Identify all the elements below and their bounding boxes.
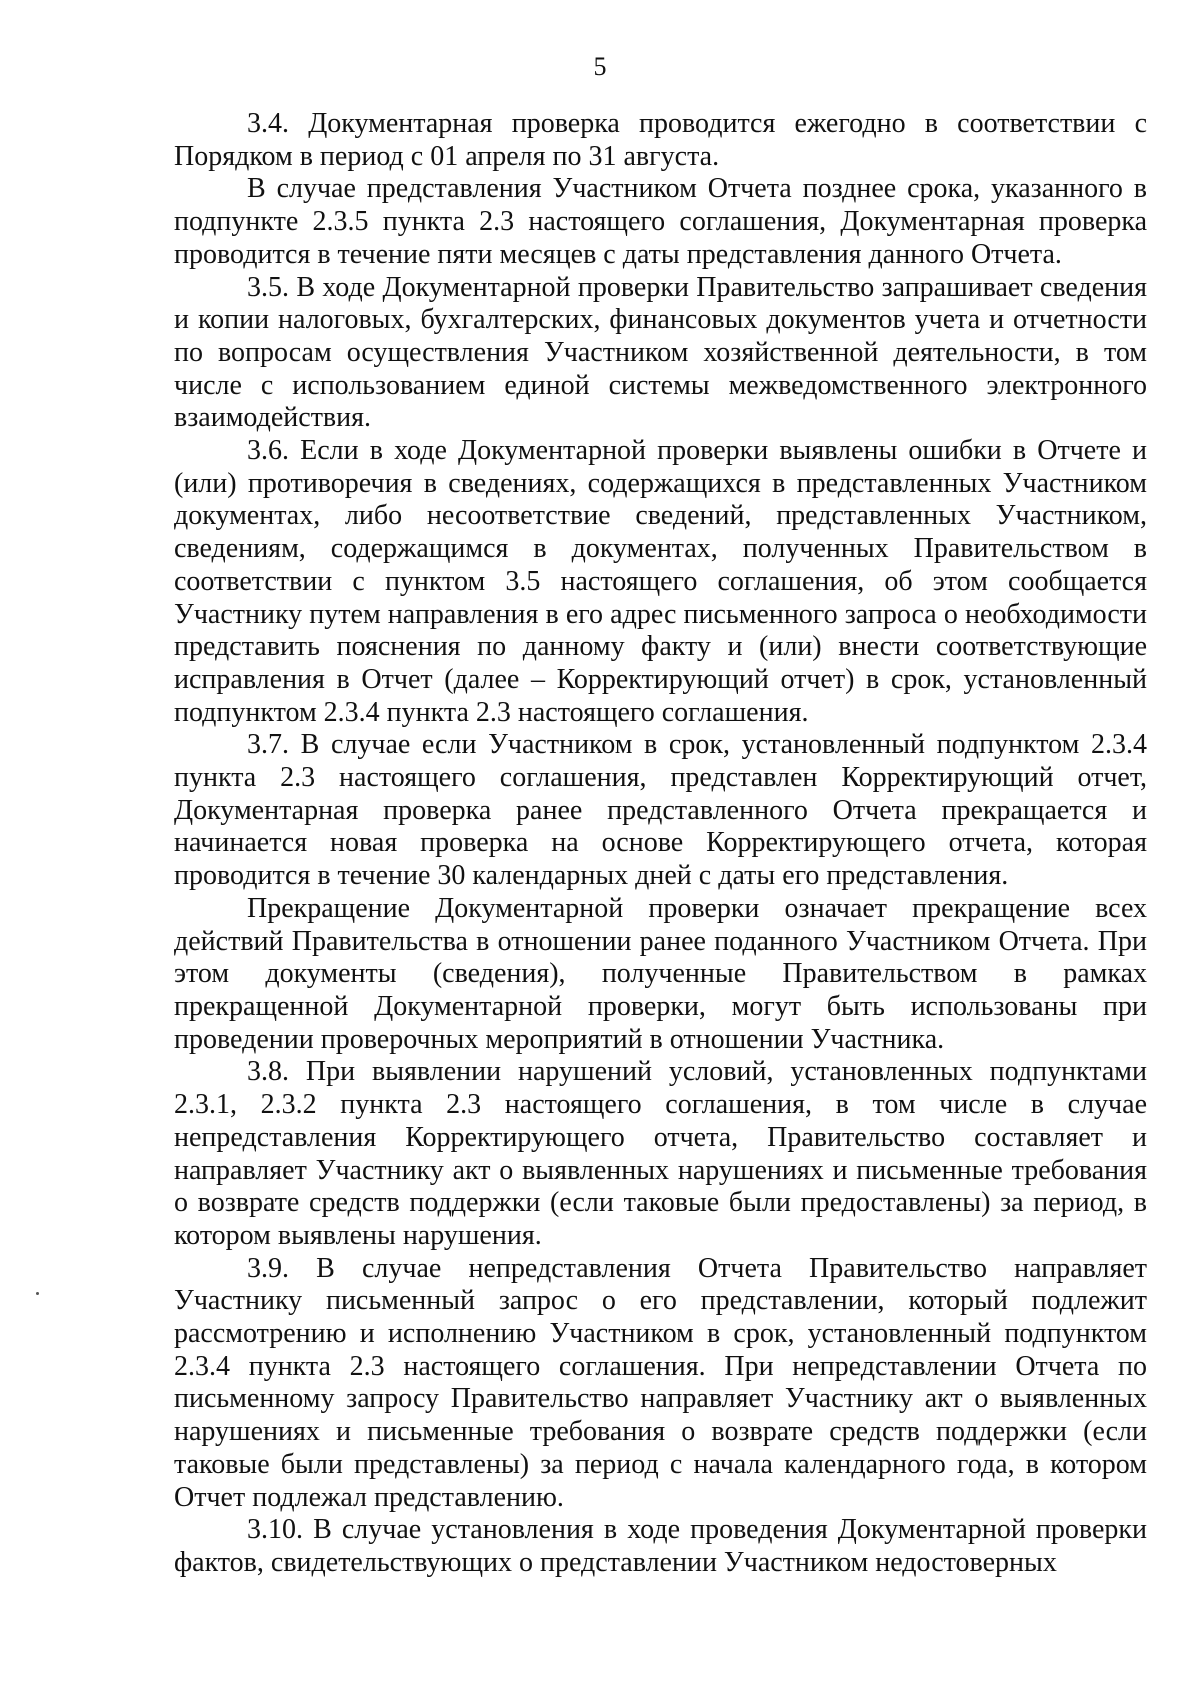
document-body (174, 108, 1147, 1580)
page-number: 5 (593, 52, 607, 81)
paragraph-3-6: 3.6. Если в ходе Документарной проверки выявлены ошибки в Отчете и (или) противоречия в сведениях, содержащихся в представленных Участником документах, либо несоответствие сведений, представленных Участником, сведениям, содержащимся в документах, полученных Правительством в соответствии с пунктом 3.5 настоящего соглашения, об этом сообщается Участнику путем направления в его адрес письменного запроса о необходимости представить пояснения по данному факту и (или) внести соответствующие исправления в Отчет (далее – Корректирующий отчет) в срок, установленный подпунктом 2.3.4 пункта 2.3 настоящего соглашения. (174, 435, 1147, 728)
paragraph-3-7: 3.7. В случае если Участником в срок, установленный подпунктом 2.3.4 пункта 2.3 настоящего соглашения, представлен Корректирующий отчет, Документарная проверка ранее представленного Отчета прекращается и начинается новая проверка на основе Корректирующего отчета, которая проводится в течение 30 календарных дней с даты его представления. (174, 729, 1147, 892)
paragraph-3-5: 3.5. В ходе Документарной проверки Правительство запрашивает сведения и копии налоговых, бухгалтерских, финансовых документов учета и отчетности по вопросам осуществления Участником хозяйственной деятельности, в том числе с использованием единой системы межведомственного электронного взаимодействия. (174, 271, 1147, 434)
paragraph-3-9: 3.9. В случае непредставления Отчета Правительство направляет Участнику письменный запрос о его представлении, который подлежит рассмотрению и исполнению Участником в срок, установленный подпунктом 2.3.4 пункта 2.3 настоящего соглашения. При непредставлении Отчета по письменному запросу Правительство направляет Участнику акт о выявленных нарушениях и письменные требования о возврате средств поддержки (если таковые были представлены) за период с начала календарного года, в котором Отчет подлежал представлению. (174, 1252, 1147, 1513)
paragraph-3-8: 3.8. При выявлении нарушений условий, установленных подпунктами 2.3.1, 2.3.2 пункта 2.3 настоящего соглашения, в том числе в случае непредставления Корректирующего отчета, Правительство составляет и направляет Участнику акт о выявленных нарушениях и письменные требования о возврате средств поддержки (если таковые были предоставлены) за период, в котором выявлены нарушения. (174, 1056, 1147, 1251)
paragraph-3-4-continued: В случае представления Участником Отчета позднее срока, указанного в подпункте 2.3.5 пункта 2.3 настоящего соглашения, Документарная проверка проводится в течение пяти месяцев с даты представления данного Отчета. (174, 173, 1147, 270)
paragraph-3-10: 3.10. В случае установления в ходе проведения Документарной проверки фактов, свидетельствующих о представлении Участником недостоверных (174, 1514, 1147, 1578)
scan-artifact-dot (36, 1292, 39, 1295)
paragraph-3-7-continued: Прекращение Документарной проверки означает прекращение всех действий Правительства в отношении ранее поданного Участником Отчета. При этом документы (сведения), полученные Правительством в рамках прекращенной Документарной проверки, могут быть использованы при проведении проверочных мероприятий в отношении Участника. (174, 892, 1147, 1055)
paragraph-3-4: 3.4. Документарная проверка проводится ежегодно в соответствии с Порядком в период с 01 апреля по 31 августа. (174, 108, 1147, 172)
